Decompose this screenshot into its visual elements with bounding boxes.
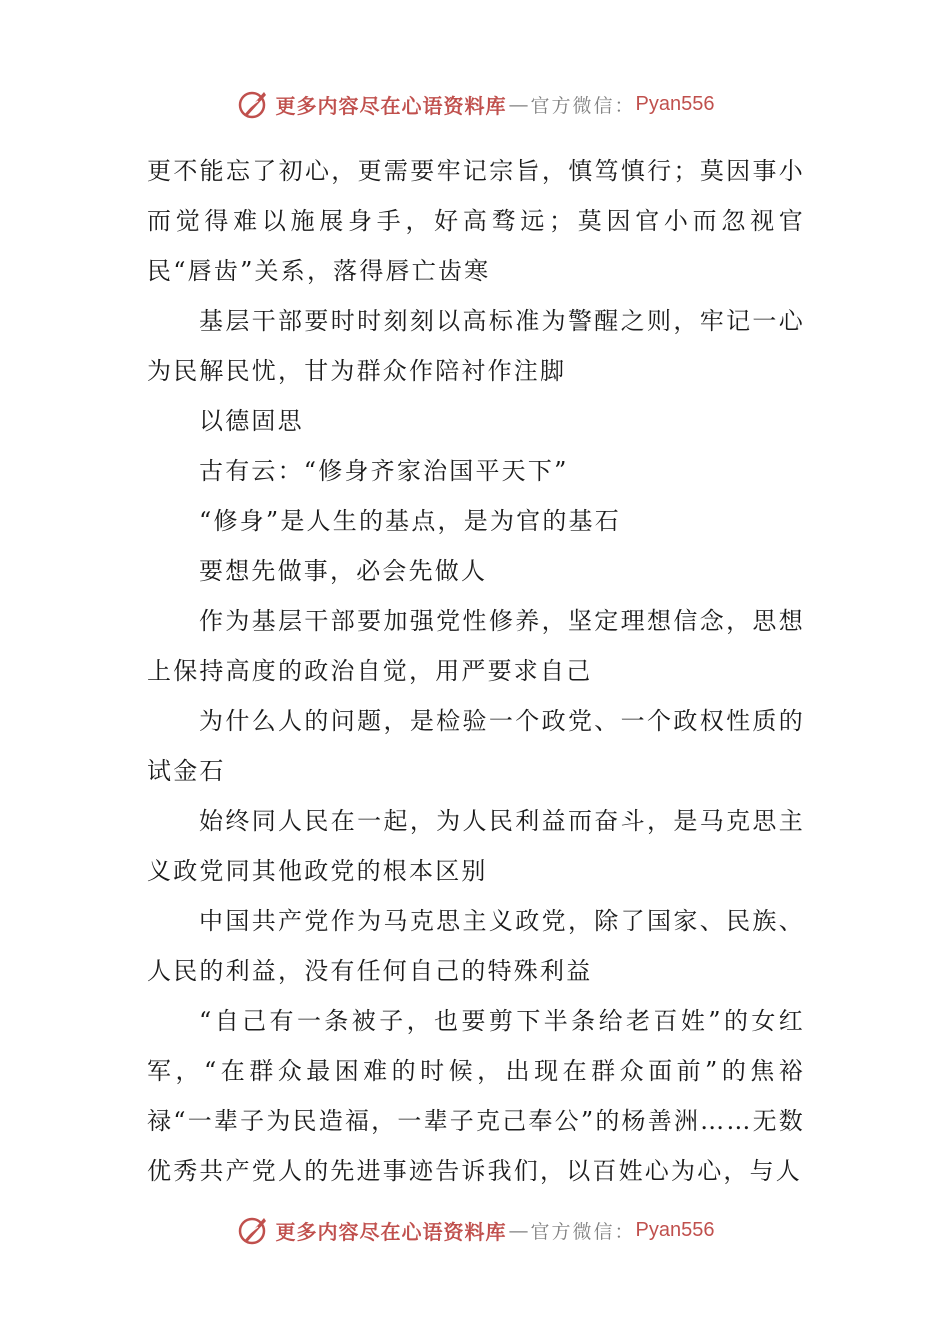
quill-logo-icon [236,1213,270,1247]
paragraph-1: 更不能忘了初心，更需要牢记宗旨，慎笃慎行；莫因事小而觉得难以施展身手，好高骛远；莫因官小而忽视官民“唇齿”关系，落得唇亡齿寒 [147,157,805,285]
paragraph-2: 基层干部要时时刻刻以高标准为警醒之则，牢记一心为民解民忧，甘为群众作陪衬作注脚 [147,307,805,385]
paragraph-3: 以德固思 [199,407,304,435]
paragraph-8: 为什么人的问题，是检验一个政党、一个政权性质的试金石 [147,707,805,785]
paragraph-7: 作为基层干部要加强党性修养，坚定理想信念，思想上保持高度的政治自觉，用严要求自己 [147,607,805,685]
quill-logo-icon [236,87,270,121]
document-body [147,146,805,1196]
header-wechat-id: Pyan556 [635,92,715,115]
paragraph-5: “修身”是人生的基点，是为官的基石 [199,507,621,535]
paragraph-6: 要想先做事，必会先做人 [199,557,488,585]
footer-banner [0,1210,950,1250]
paragraph-11: “自己有一条被子，也要剪下半条给老百姓”的女红军，“在群众最困难的时候，出现在群众面前”的焦裕禄“一辈子为民造福，一辈子克己奉公”的杨善洲……无数优秀共产党人的先进事迹告诉我们，以百姓心为心，与人 [147,1007,805,1185]
paragraph-4: 古有云：“修身齐家治国平天下” [199,457,569,485]
footer-dash: — [508,1218,529,1242]
paragraph-10: 中国共产党作为马克思主义政党，除了国家、民族、人民的利益，没有任何自己的特殊利益 [147,907,805,985]
header-title: 更多内容尽在心语资料库 [275,93,507,118]
footer-title: 更多内容尽在心语资料库 [275,1219,507,1244]
paragraph-9: 始终同人民在一起，为人民利益而奋斗，是马克思主义政党同其他政党的根本区别 [147,807,805,885]
header-subtitle: 官方微信： [530,94,636,117]
footer-wechat-id: Pyan556 [635,1218,715,1241]
header-banner [0,84,950,124]
footer-subtitle: 官方微信： [530,1220,636,1243]
header-dash: — [508,92,529,116]
